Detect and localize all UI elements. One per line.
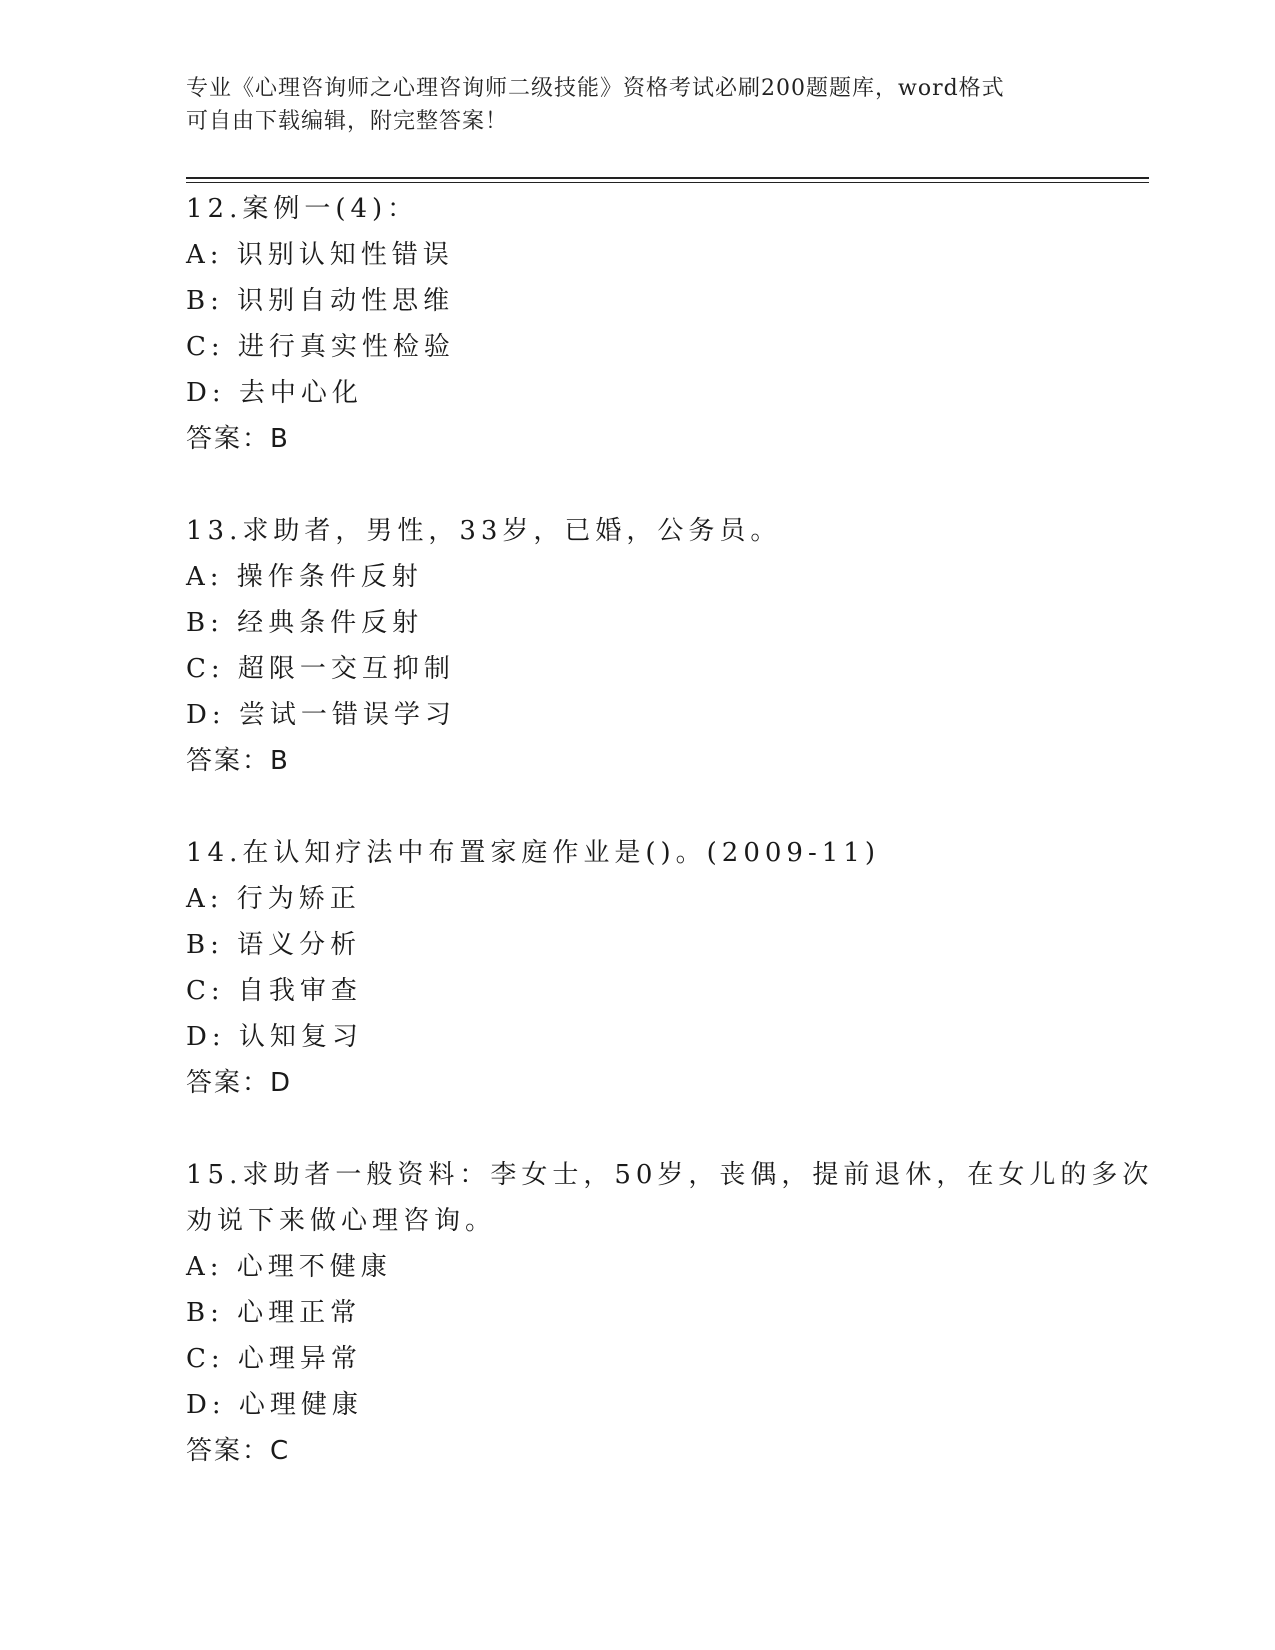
header-divider-thin	[186, 182, 1149, 183]
option-c: C: 进行真实性检验	[186, 332, 455, 362]
option-b: B: 语义分析	[186, 930, 362, 960]
header-divider-thick	[186, 177, 1149, 179]
option-d: D: 去中心化	[186, 378, 363, 408]
option-b: B: 心理正常	[186, 1298, 362, 1328]
option-d: D: 尝试一错误学习	[186, 700, 456, 730]
option-a: A: 识别认知性错误	[186, 240, 454, 270]
question-stem: 13.求助者，男性，33岁，已婚，公务员。	[186, 516, 782, 546]
question-stem: 12.案例一(4)：	[186, 194, 419, 224]
question-list	[186, 186, 1154, 1474]
option-c: C: 心理异常	[186, 1344, 362, 1374]
option-c: C: 超限一交互抑制	[186, 654, 455, 684]
option-a: A: 行为矫正	[186, 884, 361, 914]
question-12	[186, 186, 1086, 462]
option-d: D: 心理健康	[186, 1390, 363, 1420]
question-13	[186, 508, 1086, 784]
option-c: C: 自我审查	[186, 976, 362, 1006]
option-a: A: 操作条件反射	[186, 562, 423, 592]
question-stem-line-1: 15.求助者一般资料：李女士，50岁，丧偶，提前退休，在女儿的多次	[186, 1160, 1154, 1190]
answer: 答案：B	[186, 424, 290, 454]
document-header	[186, 72, 1086, 138]
option-b: B: 识别自动性思维	[186, 286, 455, 316]
option-d: D: 认知复习	[186, 1022, 363, 1052]
question-14	[186, 830, 1086, 1106]
answer: 答案：D	[186, 1068, 293, 1098]
header-title-line-1: 专业《心理咨询师之心理咨询师二级技能》资格考试必刷200题题库，word格式	[186, 76, 1005, 101]
answer: 答案：C	[186, 1436, 291, 1466]
question-15	[186, 1152, 1154, 1474]
header-title-line-2: 可自由下载编辑，附完整答案！	[186, 109, 509, 134]
option-a: A: 心理不健康	[186, 1252, 392, 1282]
question-stem: 14.在认知疗法中布置家庭作业是()。(2009-11)	[186, 838, 880, 868]
answer: 答案：B	[186, 746, 290, 776]
option-b: B: 经典条件反射	[186, 608, 424, 638]
question-stem-line-2: 劝说下来做心理咨询。	[186, 1206, 497, 1236]
